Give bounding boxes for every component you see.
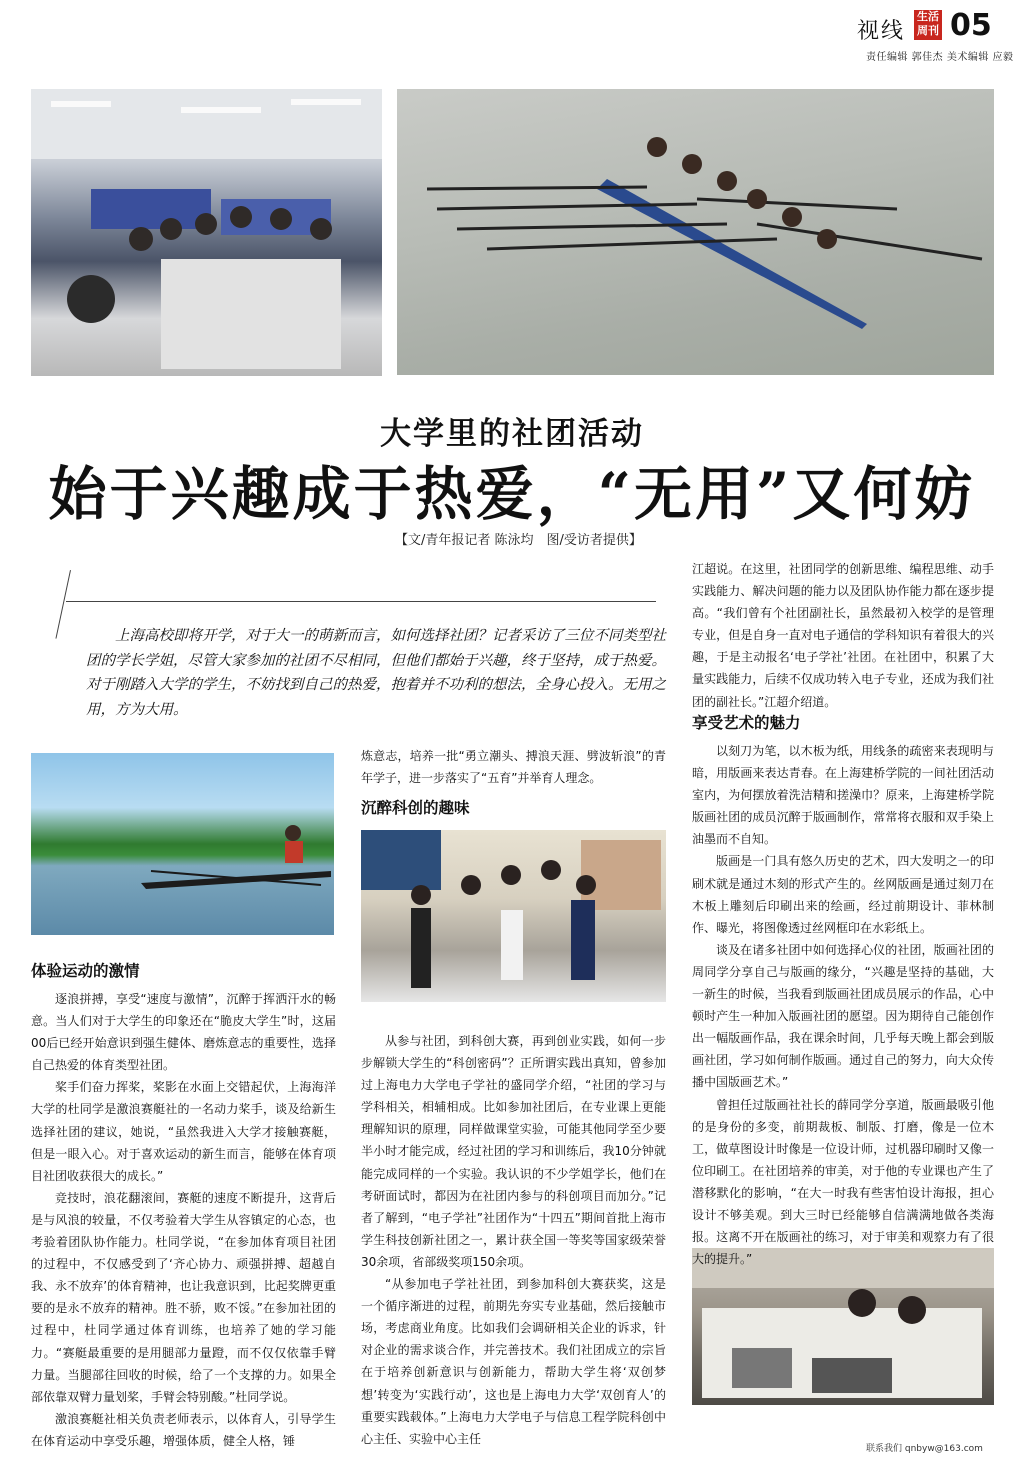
publication-logo: 生活周刊 — [914, 10, 942, 40]
photo-rowing-team — [397, 89, 994, 375]
paragraph: 逐浪拼搏，享受“速度与激情”，沉醉于挥洒汗水的畅意。当人们对于大学生的印象还在“脆皮大学生”时，这届00后已经开始意识到强生健体、磨炼意志的重要性，选择自己热爱的体育类型社团。 — [31, 992, 336, 1073]
page-number: 05 — [950, 8, 992, 43]
column-1 — [31, 962, 336, 1452]
photo-electronics-club — [361, 830, 666, 1002]
paragraph: 竞技时，浪花翻滚间，赛艇的速度不断提升，这背后是与风浪的较量，不仅考验着大学生从容镇定的心态，也考验着团队协作能力。杜同学说，“在参加体育项目社团的过程中，不仅感受到了‘齐心协力、顽强拼搏、超越自我、永不放弃’的体育精神，也让我意识到，比起奖牌更重要的是永不放弃的精神。胜不骄，败不馁。”在参加社团的过程中，杜同学通过体育训练，也培养了她的学习能力。“赛艇最重要的是用腿部力量蹬，而不仅仅依靠手臂力量。当腿部往回收的时候，给了一个支撑的力。如果全部依靠双臂力量划桨，手臂会特别酸。”杜同学说。 — [31, 1190, 336, 1404]
printmaking-illustration — [692, 1248, 994, 1405]
decorative-slash — [55, 570, 71, 639]
makers-illustration — [361, 830, 666, 1002]
column-2-top — [361, 745, 666, 819]
headline: 始于兴趣成于热爱，“无用”又何妨 — [48, 460, 976, 528]
paragraph: 以刻刀为笔，以木板为纸，用线条的疏密来表现明与暗，用版画来表达青春。在上海建桥学院的一间社团活动室内，为何摆放着洗洁精和搓澡巾？原来，上海建桥学院版画社团的成员沉醉于版画制作，常常将衣服和双手染上油墨而不自知。 — [692, 744, 994, 847]
byline: 【文/青年报记者 陈泳均 图/受访者提供】 — [395, 533, 642, 548]
photo-lab-group — [31, 89, 382, 376]
paragraph: 版画是一门具有悠久历史的艺术，四大发明之一的印刷术就是通过木刻的形式产生的。丝网版画是通过刻刀在木板上雕刻后印刷出来的绘画，经过前期设计、菲林制作、曝光，将图像透过丝网框印在水彩纸上。 — [692, 854, 994, 935]
section-title-art: 享受艺术的魅力 — [692, 714, 801, 732]
editor-credits: 责任编辑 郭佳杰 美术编辑 应毅 — [866, 52, 1014, 63]
paragraph: 江超说。在这里，社团同学的创新思维、编程思维、动手实践能力、解决问题的能力以及团队协作能力都在逐步提高。“我们曾有个社团副社长，虽然最初入校学的是管理专业，但是自身一直对电子通信的学科知识有着很大的兴趣，于是主动报名‘电子学社’社团。在社团中，积累了大量实践能力，后续不仅成功转入电子专业，还成为我们社团的副社长。”江超介绍道。 — [692, 562, 994, 709]
scull-illustration — [31, 753, 334, 935]
kicker-title: 大学里的社团活动 — [380, 416, 644, 452]
section-title-sports: 体验运动的激情 — [31, 962, 140, 980]
photo-single-scull — [31, 753, 334, 935]
paragraph: 桨手们奋力挥桨，桨影在水面上交错起伏，上海海洋大学的杜同学是激浪赛艇社的一名动力桨手，谈及给新生选择社团的建议，她说，“虽然我进入大学才接触赛艇，但是一眼入心。对于喜欢运动的新生而言，能够在体育项目社团收获很大的成长。” — [31, 1080, 336, 1183]
paragraph: 曾担任过版画社社长的薛同学分享道，版画最吸引他的是身份的多变，前期裁板、制版、打磨，像是一位木工，做草图设计时像是一位设计师，过机器印刷时又像一位印刷工。在社团培养的审美，对于他的专业课也产生了潜移默化的影响，“在大一时我有些害怕设计海报，担心设计不够美观。到大三时已经能够自信满满地做各类海报。这离不开在版画社的练习，对于审美和观察力有了很大的提升。” — [692, 1097, 994, 1267]
paragraph: 谈及在诸多社团中如何选择心仪的社团，版画社团的周同学分享自己与版画的缘分，“兴趣是坚持的基础，大一新生的时候，当我看到版画社团成员展示的作品，心中顿时产生一种加入版画社团的愿望。因为期待自己能创作出一幅版画作品，我在课余时间，几乎每天晚上都会到版画社团，学习如何制作版画。通过自己的努力，向大众传播中国版画艺术。” — [692, 942, 994, 1090]
paragraph: 炼意志，培养一批“勇立潮头、搏浪天涯、劈波斩浪”的青年学子，进一步落实了“五育”并举育人理念。 — [361, 749, 666, 786]
column-3-top — [692, 558, 994, 713]
paragraph: 从参与社团，到科创大赛，再到创业实践，如何一步步解锁大学生的“科创密码”？正所谓实践出真知，曾参加过上海电力大学电子学社的盛同学介绍，“社团的学习与学科相关，相辅相成。比如参加社团后，在专业课上更能理解知识的原理，同样做课堂实验，可能其他同学至少要半小时才能完成，经过社团的学习和训练后，我10分钟就能完成同样的一个实验。我认识的不少学姐学长，他们在考研面试时，都因为在社团内参与的科创项目而加分。”记者了解到，“电子学社”社团作为“十四五”期间首批上海市学生科技创新社团之一，累计获全国一等奖等国家级荣誉30余项，省部级奖项150余项。 — [361, 1034, 666, 1269]
column-3-body — [692, 714, 994, 1270]
column-2-body — [361, 1030, 666, 1450]
contact-footer: 联系我们 qnbyw@163.com — [866, 1444, 983, 1454]
divider — [66, 601, 656, 602]
section-name: 视线 — [857, 19, 906, 44]
lab-illustration — [31, 89, 382, 376]
section-title-innovation: 沉醉科创的趣味 — [361, 799, 470, 818]
paragraph: 激浪赛艇社相关负责老师表示，以体育人，引导学生在体育运动中享受乐趣，增强体质，健全人格，锤 — [31, 1411, 336, 1448]
rowing-illustration — [397, 89, 994, 375]
photo-printmaking-club — [692, 1248, 994, 1405]
intro-paragraph: 上海高校即将开学，对于大一的萌新而言，如何选择社团？记者采访了三位不同类型社团的学长学姐，尽管大家参加的社团不尽相同，但他们都始于兴趣，终于坚持，成于热爱。对于刚踏入大学的学生，不妨找到自己的热爱，抱着并不功利的想法，全身心投入。无用之用，方为大用。 — [86, 628, 666, 718]
paragraph: “从参加电子学社社团，到参加科创大赛获奖，这是一个循序渐进的过程，前期先夯实专业基础，然后接触市场，考虑商业角度。比如我们会调研相关企业的诉求，针对企业的需求谈合作，并完善技术。我们社团成立的宗旨在于培养创新意识与创新能力，帮助大学生将‘双创梦想’转变为‘实践行动’，这也是上海电力大学‘双创育人’的重要实践载体。”上海电力大学电子与信息工程学院科创中心主任、实验中心主任 — [361, 1277, 666, 1446]
